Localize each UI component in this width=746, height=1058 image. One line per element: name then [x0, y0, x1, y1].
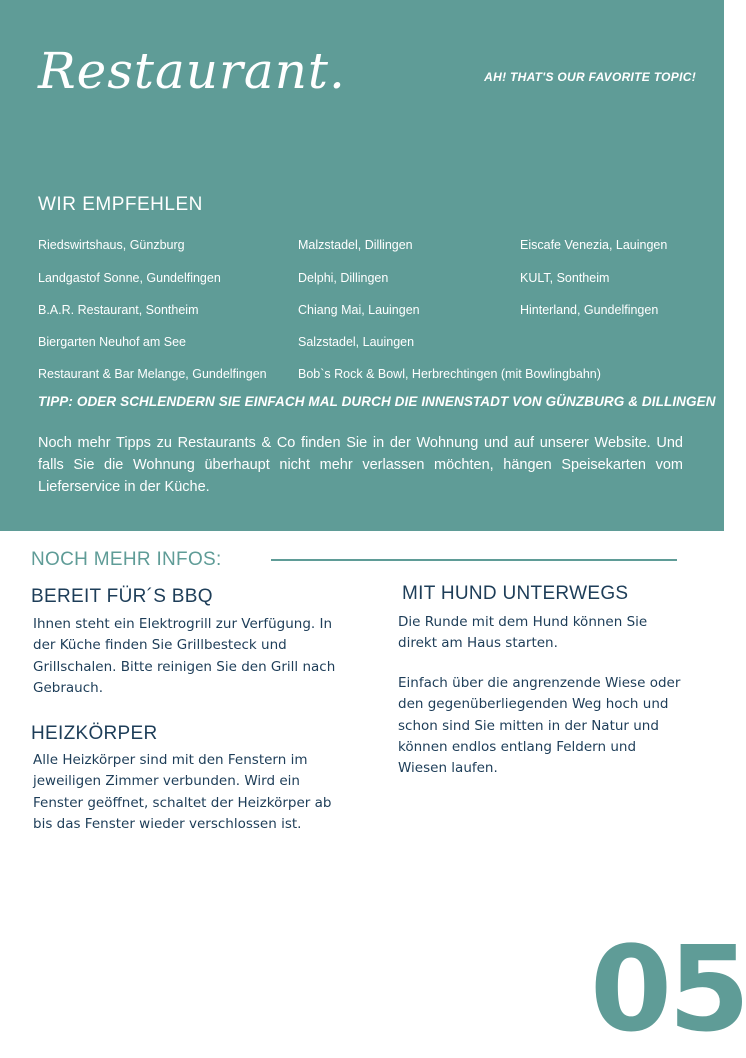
- recommend-item: Eiscafe Venezia, Lauingen: [520, 238, 668, 252]
- recommend-item: Chiang Mai, Lauingen: [298, 303, 420, 317]
- header-panel: [0, 0, 724, 531]
- tip-text: TIPP: ODER SCHLENDERN SIE EINFACH MAL DURCH DIE INNENSTADT VON GÜNZBURG & DILLINGEN: [38, 394, 716, 409]
- bbq-heading: BEREIT FÜR´S BBQ: [31, 586, 213, 607]
- recommend-item: Riedswirtshaus, Günzburg: [38, 238, 185, 252]
- dog-heading: MIT HUND UNTERWEGS: [402, 583, 629, 604]
- heating-heading: HEIZKÖRPER: [31, 723, 158, 744]
- dog-text-2: Einfach über die angrenzende Wiese oder den gegenüberliegenden Weg hoch und schon sind Sie mitten in der Natur und können endlos entlang Feldern und Wiesen laufen.: [398, 675, 681, 777]
- divider: [271, 559, 677, 561]
- recommend-item: Delphi, Dillingen: [298, 271, 389, 285]
- recommend-item: KULT, Sontheim: [520, 271, 610, 285]
- recommend-item: Restaurant & Bar Melange, Gundelfingen: [38, 367, 267, 381]
- recommend-item: Malzstadel, Dillingen: [298, 238, 413, 252]
- recommend-heading: WIR EMPFEHLEN: [38, 194, 203, 215]
- recommend-item: Biergarten Neuhof am See: [38, 335, 187, 349]
- recommend-item: Landgastof Sonne, Gundelfingen: [38, 271, 221, 285]
- bbq-text: Ihnen steht ein Elektrogrill zur Verfügung. In der Küche finden Sie Grillbesteck und Grillschalen. Bitte reinigen Sie den Grill nach Gebrauch.: [33, 616, 336, 696]
- heating-text: Alle Heizkörper sind mit den Fenstern im jeweiligen Zimmer verbunden. Wird ein Fenster geöffnet, schaltet der Heizkörper ab bis das Fenster wieder verschlossen ist.: [33, 752, 332, 832]
- tagline: AH! THAT'S OUR FAVORITE TOPIC!: [484, 70, 696, 84]
- recommend-item: B.A.R. Restaurant, Sontheim: [38, 303, 199, 317]
- dog-text-1: Die Runde mit dem Hund können Sie direkt am Haus starten.: [398, 614, 648, 652]
- more-info-heading: NOCH MEHR INFOS:: [31, 549, 222, 570]
- recommend-item: Bob`s Rock & Bowl, Herbrechtingen (mit Bowlingbahn): [298, 367, 601, 381]
- page-title: Restaurant.: [38, 42, 346, 100]
- recommend-item: Salzstadel, Lauingen: [298, 335, 415, 349]
- more-tips-paragraph: Noch mehr Tipps zu Restaurants & Co finden Sie in der Wohnung und auf unserer Website. Und falls Sie die Wohnung überhaupt nicht mehr verlassen möchten, hängen Speisekarten vom Lieferservice in der Küche.: [38, 435, 683, 495]
- page-number: 05: [590, 920, 746, 1058]
- recommend-item: Hinterland, Gundelfingen: [520, 303, 659, 317]
